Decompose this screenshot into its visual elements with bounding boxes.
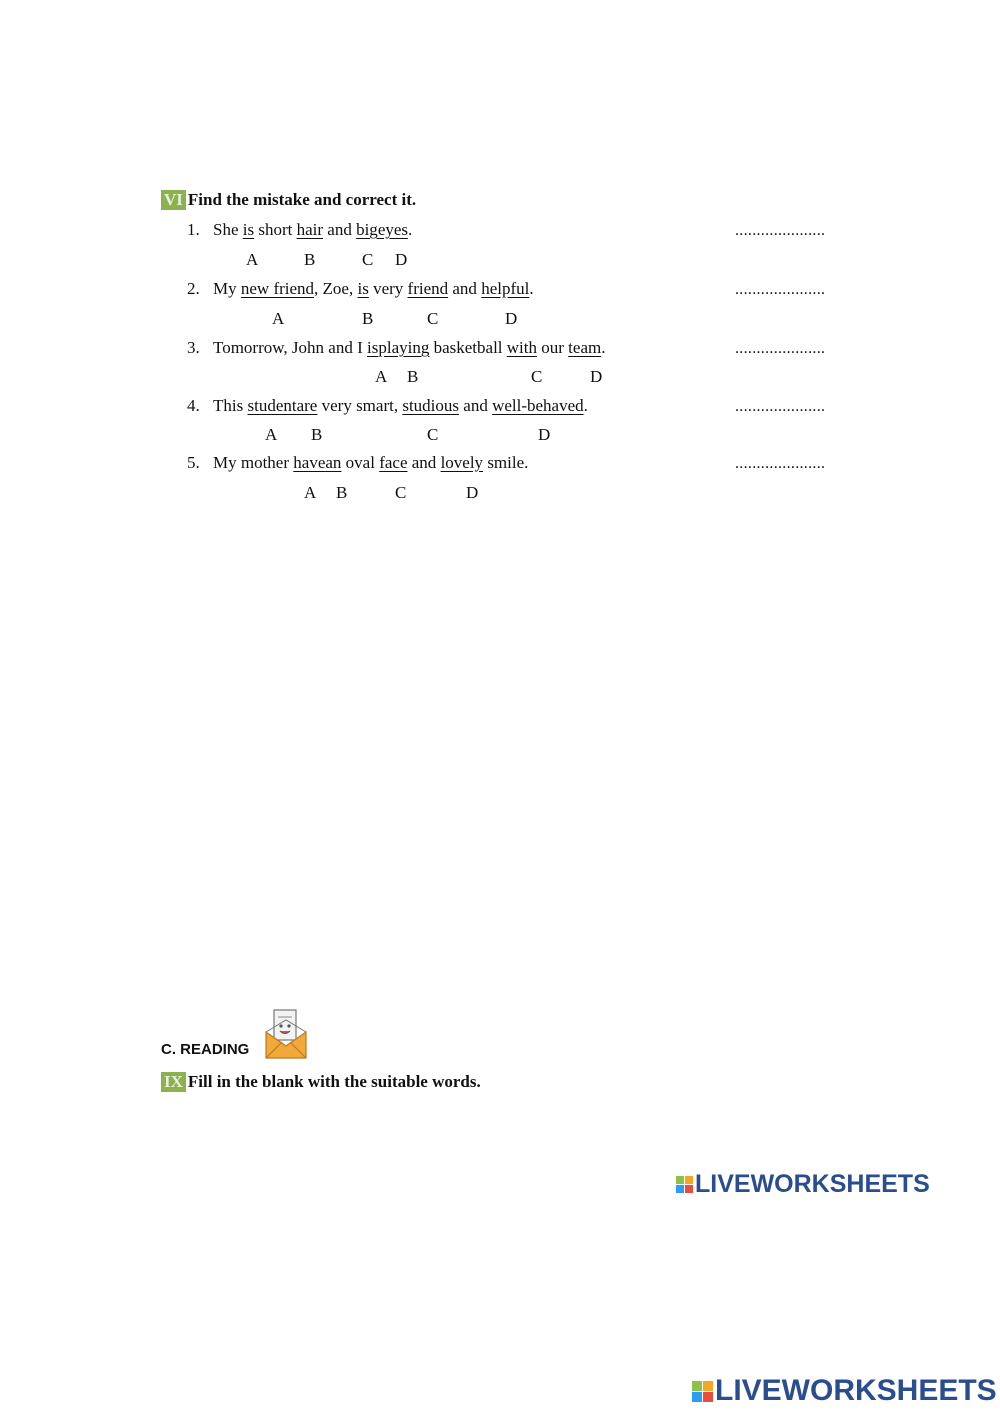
section-number-badge: IX: [161, 1072, 186, 1092]
option-letter-b: B: [304, 250, 316, 269]
question-3: [0, 338, 1000, 362]
question-text: Tomorrow, John and I isplaying basketball with our team.: [213, 338, 606, 357]
option-letter-c: C: [362, 250, 374, 269]
question-number: 1.: [187, 220, 200, 239]
option-letter-d: D: [505, 309, 518, 328]
logo-text: LIVEWORKSHEETS: [695, 1170, 930, 1198]
option-letter-c: C: [395, 483, 407, 502]
reading-heading: C. READING: [161, 1041, 250, 1058]
logo-mark-icon: [692, 1381, 713, 1402]
question-text: My new friend, Zoe, is very friend and helpful.: [213, 279, 534, 298]
question-number: 3.: [187, 338, 200, 357]
section-ix-heading: [161, 1072, 481, 1092]
option-letter-a: A: [304, 483, 317, 502]
option-letter-d: D: [395, 250, 408, 269]
option-letter-b: B: [407, 367, 419, 386]
answer-blank[interactable]: .....................: [735, 222, 826, 239]
option-letter-c: C: [531, 367, 543, 386]
envelope-letter-icon: [264, 1008, 308, 1060]
option-letter-a: A: [272, 309, 285, 328]
option-letter-a: A: [265, 425, 278, 444]
liveworksheets-logo-footer: [692, 1374, 997, 1408]
question-number: 2.: [187, 279, 200, 298]
question-number: 4.: [187, 396, 200, 415]
question-1: [0, 220, 1000, 244]
question-text: This studentare very smart, studious and well-behaved.: [213, 396, 588, 415]
option-letter-d: D: [466, 483, 479, 502]
logo-mark-icon: [676, 1176, 693, 1193]
answer-blank[interactable]: .....................: [735, 455, 826, 472]
option-letter-b: B: [336, 483, 348, 502]
option-letter-a: A: [375, 367, 388, 386]
option-letter-c: C: [427, 309, 439, 328]
section-number-badge: VI: [161, 190, 186, 210]
question-4: [0, 396, 1000, 420]
option-letter-d: D: [590, 367, 603, 386]
option-letter-b: B: [362, 309, 374, 328]
answer-blank[interactable]: .....................: [735, 398, 826, 415]
question-2: [0, 279, 1000, 303]
question-text: My mother havean oval face and lovely smile.: [213, 453, 529, 472]
section-title: Find the mistake and correct it.: [187, 190, 417, 209]
question-5: [0, 453, 1000, 477]
logo-text: LIVEWORKSHEETS: [715, 1374, 997, 1407]
option-letter-d: D: [538, 425, 551, 444]
section-title: Fill in the blank with the suitable words.: [187, 1072, 481, 1091]
answer-blank[interactable]: .....................: [735, 340, 826, 357]
liveworksheets-logo: [676, 1170, 930, 1199]
question-number: 5.: [187, 453, 200, 472]
option-letter-b: B: [311, 425, 323, 444]
option-letter-a: A: [246, 250, 259, 269]
option-letter-c: C: [427, 425, 439, 444]
answer-blank[interactable]: .....................: [735, 281, 826, 298]
question-text: She is short hair and bigeyes.: [213, 220, 413, 239]
section-vi-heading: [161, 190, 416, 210]
